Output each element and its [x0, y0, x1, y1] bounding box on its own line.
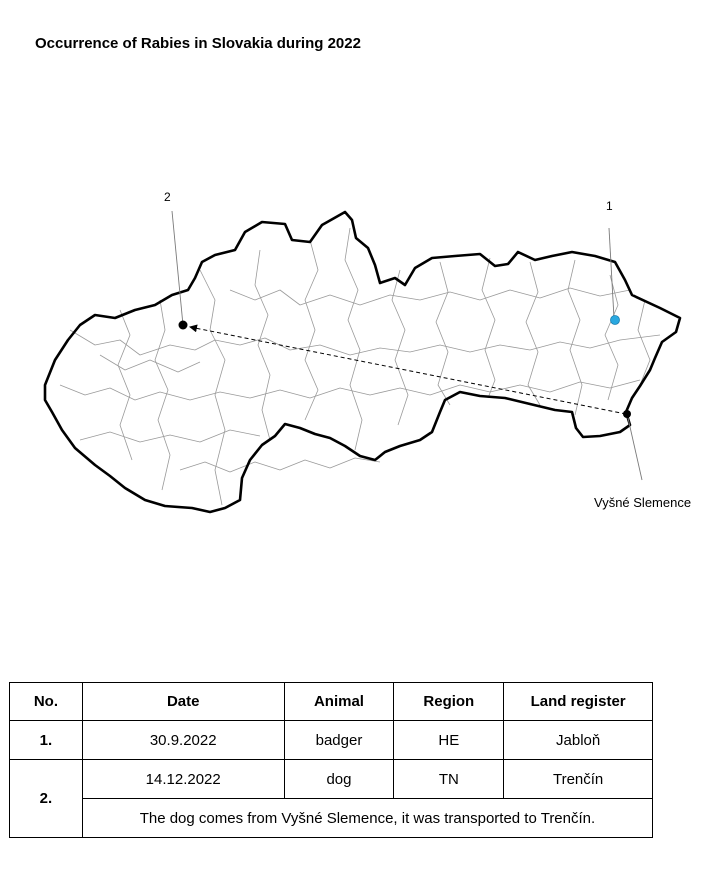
header-no: No.: [10, 683, 83, 721]
table-note-row: [10, 799, 653, 838]
marker-1-badger[interactable]: [611, 316, 620, 325]
header-date: Date: [82, 683, 284, 721]
row-1-date: 30.9.2022: [82, 721, 284, 760]
origin-leader-line: [628, 418, 642, 480]
row-2-land-register: Trenčín: [504, 760, 653, 799]
country-outline: [45, 212, 680, 512]
page-title: Occurrence of Rabies in Slovakia during 2022: [35, 35, 361, 52]
row-2-date: 14.12.2022: [82, 760, 284, 799]
marker-2-leader-line: [172, 211, 183, 325]
row-2-no: 2.: [10, 760, 83, 838]
marker-2-label: 2: [164, 190, 171, 204]
marker-1-leader-line: [609, 228, 614, 318]
table-row: [10, 760, 653, 799]
table-row: [10, 721, 653, 760]
row-2-note: The dog comes from Vyšné Slemence, it was transported to Trenčín.: [82, 799, 652, 838]
origin-label: Vyšné Slemence: [594, 495, 692, 510]
marker-2-dog[interactable]: [179, 321, 188, 330]
table-header-row: [10, 683, 653, 721]
district-boundaries: [60, 228, 660, 505]
row-2-animal: dog: [284, 760, 394, 799]
transport-route-line: [190, 327, 626, 414]
row-1-region: HE: [394, 721, 504, 760]
marker-1-label: 1: [606, 199, 613, 213]
header-animal: Animal: [284, 683, 394, 721]
row-1-no: 1.: [10, 721, 83, 760]
origin-marker[interactable]: [623, 410, 631, 418]
rabies-register-table: [9, 682, 653, 838]
row-2-region: TN: [394, 760, 504, 799]
header-region: Region: [394, 683, 504, 721]
row-1-land-register: Jabloň: [504, 721, 653, 760]
header-land-register: Land register: [504, 683, 653, 721]
row-1-animal: badger: [284, 721, 394, 760]
